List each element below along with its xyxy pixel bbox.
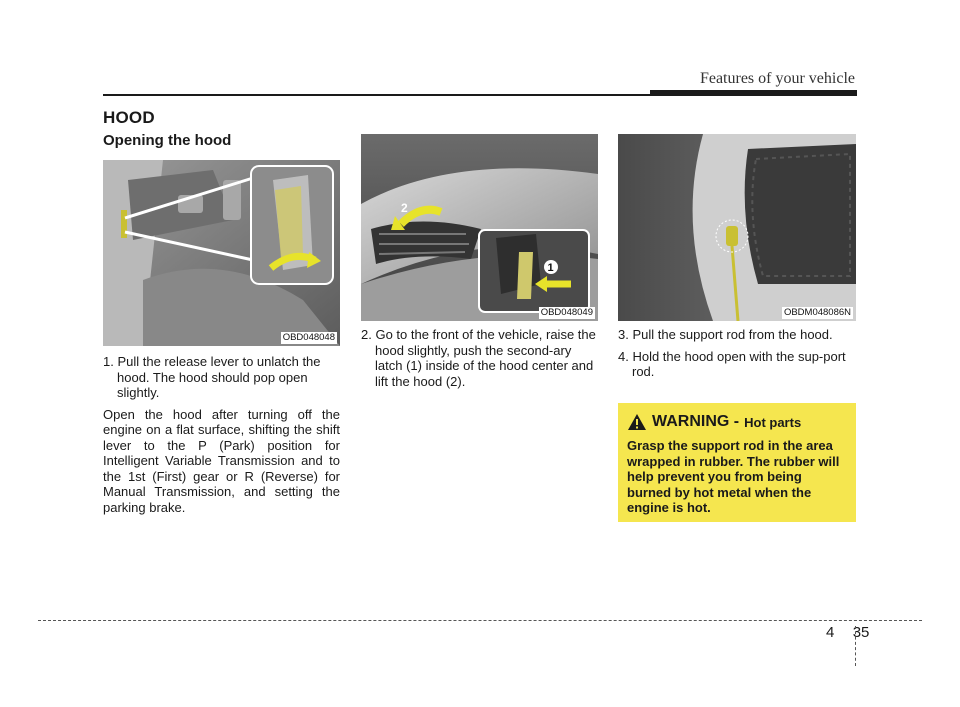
running-header: Features of your vehicle <box>699 70 855 87</box>
figure-code: OBDM048086N <box>783 307 851 318</box>
header-bar <box>650 90 857 96</box>
warning-title: WARNING - <box>652 413 740 430</box>
warning-header <box>627 413 847 431</box>
figure-secondary-latch <box>361 134 598 321</box>
callout-2: 2 <box>401 201 408 215</box>
footer-rule <box>38 620 922 621</box>
warning-subtitle: Hot parts <box>744 414 802 430</box>
step-2: 2. Go to the front of the vehicle, raise the hood slightly, push the second-ary latch (1) inside of the hood center and lift the hood (2). <box>361 327 596 389</box>
figure-code: OBD048048 <box>282 332 335 343</box>
figure-release-lever <box>103 160 340 346</box>
warning-text: Grasp the support rod in the area wrapped in rubber. The rubber will help prevent you from being burned by hot metal when the engine is hot. <box>627 438 840 515</box>
release-lever-illustration <box>103 160 340 346</box>
step-4: 4. Hold the hood open with the sup-port rod. <box>618 348 846 379</box>
figure-support-rod <box>618 134 856 321</box>
page-index: 35 <box>852 624 870 641</box>
section-title: HOOD <box>103 108 155 127</box>
warning-box <box>618 403 856 522</box>
page-number-divider <box>855 626 856 666</box>
safety-note: Open the hood after turning off the engine on a flat surface, shifting the shift lever to the P (Park) position for Intelligent Variable Transmission and to the 1st (First) gear or R (Reverse) for Manual Transmission, and setting the parking brake. <box>103 406 340 515</box>
chapter-number: 4 <box>826 624 835 641</box>
support-rod-illustration <box>618 134 856 321</box>
page-number <box>826 624 869 641</box>
warning-triangle-icon <box>627 413 647 431</box>
subsection-title: Opening the hood <box>103 132 232 149</box>
step-3: 3. Pull the support rod from the hood. <box>618 327 833 342</box>
callout-1: 1 <box>547 262 554 274</box>
figure-code: OBD048049 <box>540 307 593 318</box>
step-1: 1. Pull the release lever to unlatch the hood. The hood should pop open slightly. <box>103 354 321 400</box>
secondary-latch-illustration <box>361 134 598 321</box>
